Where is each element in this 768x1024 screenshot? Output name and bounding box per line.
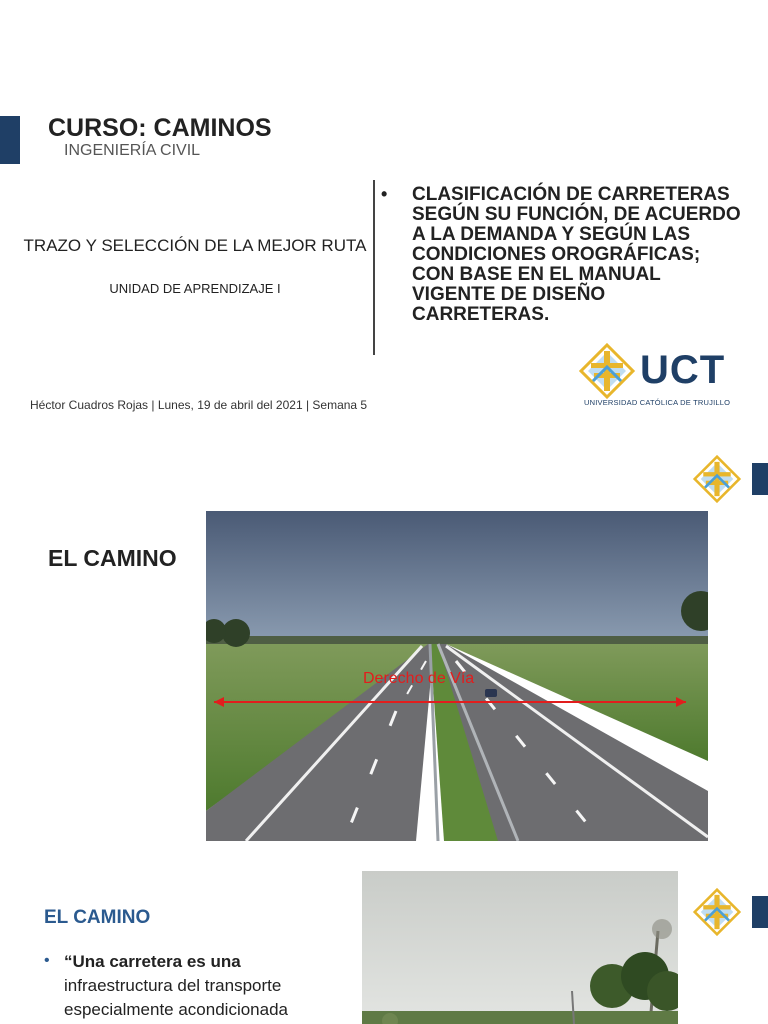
course-subtitle: INGENIERÍA CIVIL	[64, 142, 201, 159]
slide2-title: EL CAMINO	[48, 545, 177, 571]
topic-heading: TRAZO Y SELECCIÓN DE LA MEJOR RUTA	[23, 236, 367, 255]
bullet-icon: •	[44, 952, 50, 969]
definition-text-start: “Una carretera es una	[64, 952, 241, 971]
slide3-accent-bar	[752, 896, 768, 928]
right-of-way-label: Derecho de Vía	[363, 670, 475, 687]
definition-text	[64, 950, 339, 1022]
slide3-title: EL CAMINO	[44, 907, 151, 928]
bullet-icon: •	[381, 184, 388, 204]
definition-text-rest: infraestructura del transporte especialmente acondicionada	[64, 976, 288, 1019]
unit-label: UNIDAD DE APRENDIZAJE I	[109, 281, 281, 296]
vertical-divider	[373, 180, 375, 355]
uct-logo-text: UCT	[640, 348, 726, 392]
highway-photo	[206, 511, 708, 841]
slide2-accent-bar	[752, 463, 768, 495]
uct-cross-icon-small-2	[693, 888, 741, 936]
uct-cross-icon	[579, 343, 635, 399]
slide1-accent-bar	[0, 116, 20, 164]
topic-bullet: CLASIFICACIÓN DE CARRETERAS SEGÚN SU FUNCIÓN, DE ACUERDO A LA DEMANDA Y SEGÚN LAS CONDICIONES OROGRÁFICAS; CON BASE EN EL MANUAL VIGENTE DE DISEÑO CARRETERAS.	[412, 184, 741, 325]
uct-cross-icon-small	[693, 455, 741, 503]
uct-logo-subtitle: UNIVERSIDAD CATÓLICA DE TRUJILLO	[584, 398, 731, 407]
course-title: CURSO: CAMINOS	[48, 114, 272, 142]
road-trees-photo	[362, 871, 678, 1024]
slide-footer: Héctor Cuadros Rojas | Lunes, 19 de abril del 2021 | Semana 5	[30, 398, 368, 412]
